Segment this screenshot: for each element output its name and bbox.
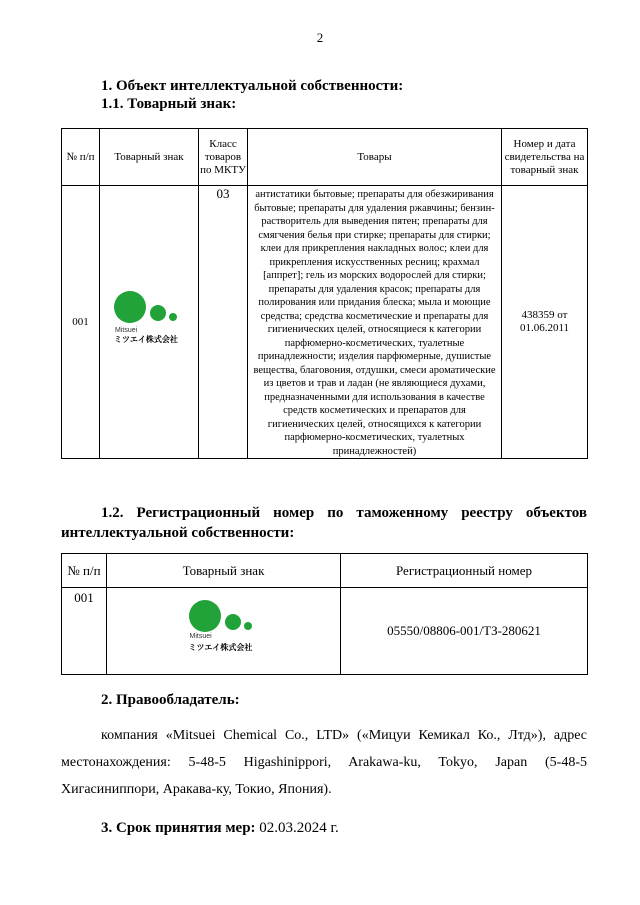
table-row xyxy=(62,186,588,459)
owner-paragraph xyxy=(61,722,587,803)
table-row xyxy=(62,588,588,675)
mitsuei-logo xyxy=(184,600,264,658)
section-3 xyxy=(101,820,339,837)
page-number: 2 xyxy=(316,30,324,45)
logo-japanese-text: ミツエイ株式会社 xyxy=(114,335,178,344)
row-reg: 05550/08806-001/ТЗ-280621 xyxy=(341,588,588,675)
header-num: № п/п xyxy=(62,554,107,588)
trademark-table xyxy=(61,128,588,459)
row-class: 03 xyxy=(199,186,248,459)
section-1-2-title xyxy=(61,503,587,543)
section-1-2-text: 1.2. Регистрационный номер по таможенному реестру объектов интеллектуальной собственности: xyxy=(61,505,587,541)
row-num: 001 xyxy=(62,186,100,459)
logo-small-circle xyxy=(169,313,177,321)
section-1-1-title: 1.1. Товарный знак: xyxy=(101,96,237,112)
row-mark xyxy=(107,588,341,675)
logo-latin-text: Mitsuei xyxy=(189,633,212,640)
logo-medium-circle xyxy=(225,614,241,630)
section-3-label: 3. Срок принятия мер: xyxy=(101,820,256,836)
header-mark: Товарный знак xyxy=(100,129,199,186)
logo-medium-circle xyxy=(150,305,166,321)
registration-table xyxy=(61,553,588,675)
row-cert: 438359 от 01.06.2011 xyxy=(502,186,588,459)
section-2-title: 2. Правообладатель: xyxy=(101,692,240,708)
logo-large-circle xyxy=(189,600,221,632)
header-goods: Товары xyxy=(248,129,502,186)
logo-japanese-text: ミツエイ株式会社 xyxy=(188,643,253,652)
registration-table-header xyxy=(62,554,588,588)
section-3-value: 02.03.2024 г. xyxy=(259,820,339,836)
row-num: 001 xyxy=(62,588,107,675)
section-1-title: 1. Объект интеллектуальной собственности: xyxy=(101,78,404,94)
logo-large-circle xyxy=(114,291,146,323)
row-goods: антистатики бытовые; препараты для обезжиривания бытовые; препараты для удаления ржавчины; бензин-растворитель для выведения пятен; препараты для смягчения белья при стирке; препараты для стирки; клеи для прикрепления накладных волос; клеи для прикрепления искусственных ресниц; крахмал [аппрет]; гель из морских водорослей для стирки; препараты для удаления красок; препараты для полирования или придания блеска; мыла и моющие средства; средства косметические и препараты для гигиенических целей, относящиеся к категории парфюмерно-косметических, туалетные принадлежности; изделия парфюмерные, душистые вещества, благовония, отдушки, смеси ароматические из цветов и трав и ладан (не являющиеся духами, предназначенными для использования в качестве средств косметических и препаратов для гигиенических целей, относящихся к категории парфюмерно-косметических, туалетных принадлежностей) xyxy=(248,186,502,459)
header-num: № п/п xyxy=(62,129,100,186)
logo-small-circle xyxy=(244,622,252,630)
owner-text: компания «Mitsuei Chemical Co., LTD» («Мицуи Кемикал Ко., Лтд»), адрес местонахождения: 5-48-5 Higashinippori, Arakawa-ku, Tokyo, Japan (5-48-5 Хигасиниппори, Аракава-ку, Токио, Япония). xyxy=(61,728,587,797)
header-mark: Товарный знак xyxy=(107,554,341,588)
header-cert: Номер и дата свидетельства на товарный знак xyxy=(502,129,588,186)
header-reg: Регистрационный номер xyxy=(341,554,588,588)
mitsuei-logo xyxy=(109,291,189,349)
row-mark xyxy=(100,186,199,459)
trademark-table-header xyxy=(62,129,588,186)
header-class: Класс товаров по МКТУ xyxy=(199,129,248,186)
logo-latin-text: Mitsuei xyxy=(115,327,138,334)
